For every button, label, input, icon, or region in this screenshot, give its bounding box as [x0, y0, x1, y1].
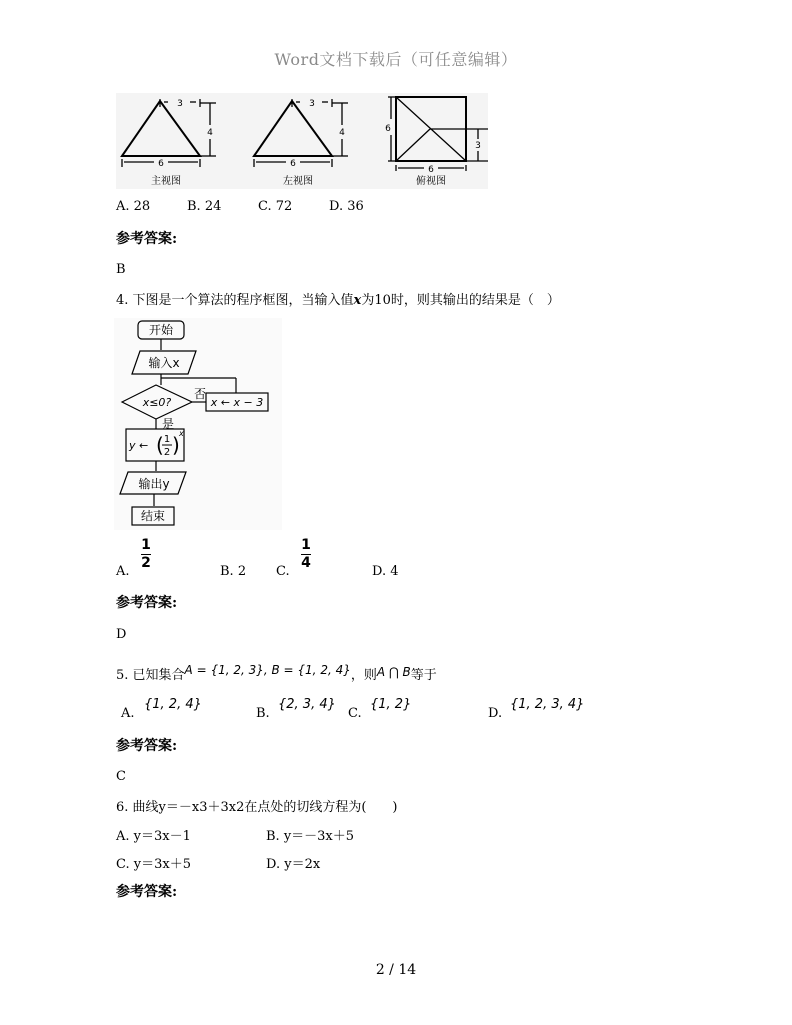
- q5-option-c-label: C.: [348, 706, 362, 721]
- q4-text-pre: 4. 下图是一个算法的程序框图，当输入值: [116, 293, 354, 308]
- q6-option-d: D. y＝2x: [266, 857, 321, 872]
- q6-option-b: B. y＝－3x＋5: [266, 829, 355, 844]
- q4-option-d: D. 4: [372, 564, 399, 579]
- q4-option-a-frac: [141, 538, 151, 571]
- q5-question: [116, 664, 437, 683]
- q5-answer: C: [116, 769, 126, 784]
- flow-start-text: 开始: [148, 323, 174, 337]
- q5-text-post: 等于: [410, 668, 437, 683]
- q5-answer-heading: 参考答案:: [116, 738, 178, 754]
- flow-assign-exp: x: [179, 429, 184, 438]
- front-view-label: 主视图: [151, 176, 181, 187]
- q6-option-c: C. y＝3x＋5: [116, 857, 191, 872]
- q4-option-a-den: 2: [141, 555, 151, 571]
- q4-var: x: [353, 293, 362, 308]
- q5-text-pre: 5. 已知集合: [116, 668, 185, 683]
- flow-yes-text: 是: [162, 417, 175, 431]
- page-header: Word文档下载后（可任意编辑）: [274, 50, 518, 69]
- q3-option-a: A. 28: [116, 199, 151, 214]
- q3-answer-heading: 参考答案:: [116, 231, 178, 247]
- three-view-figure: [116, 93, 488, 189]
- q5-option-a-value: {1, 2, 4}: [144, 697, 202, 712]
- q3-option-d: D. 36: [329, 199, 364, 214]
- q3-answer: B: [116, 262, 126, 277]
- flow-assign-lhs: y ←: [129, 439, 149, 452]
- left-view-top-label: 3: [309, 99, 315, 109]
- q6-question: 6. 曲线y＝－x3＋3x2在点处的切线方程为( ): [116, 800, 398, 815]
- front-view-side-label: 4: [207, 128, 213, 138]
- q5-intersect: A ⋂ B: [376, 665, 411, 679]
- top-view-label: 俯视图: [416, 176, 446, 187]
- front-view-base-label: 6: [158, 159, 164, 169]
- left-view-side-label: 4: [339, 128, 345, 138]
- left-view-base-label: 6: [290, 159, 296, 169]
- q5-sets: A = {1, 2, 3}, B = {1, 2, 4}: [184, 663, 351, 677]
- q5-option-a-label: A.: [121, 706, 135, 721]
- page-number: 2 / 14: [375, 962, 417, 978]
- q5-option-d-label: D.: [488, 706, 503, 721]
- q4-answer-heading: 参考答案:: [116, 595, 178, 611]
- q4-option-b: B. 2: [220, 564, 247, 579]
- left-view-label: 左视图: [283, 176, 313, 187]
- flow-output-text: 输出y: [138, 477, 170, 491]
- q4-text-post: 为10时，则其输出的结果是（ ）: [361, 293, 560, 308]
- q5-option-d-value: {1, 2, 3, 4}: [510, 697, 585, 712]
- q4-option-c-frac: [301, 538, 311, 571]
- q5-option-c-value: {1, 2}: [370, 697, 412, 712]
- flow-input-text: 输入x: [148, 356, 180, 370]
- flow-update-text: x ← x − 3: [210, 396, 264, 409]
- q3-option-c: C. 72: [258, 199, 293, 214]
- top-view-right-label: 3: [475, 141, 481, 151]
- flowchart: [114, 318, 282, 530]
- q4-option-a-num: 1: [141, 537, 151, 553]
- q5-option-b-value: {2, 3, 4}: [278, 697, 336, 712]
- flow-assign-den: 2: [163, 447, 171, 458]
- q4-option-c-den: 4: [301, 555, 311, 571]
- q5-text-mid: ，则: [350, 668, 377, 683]
- flow-assign-num: 1: [163, 434, 171, 445]
- svg-text:(: (: [156, 433, 164, 457]
- front-view-top-label: 3: [177, 99, 183, 109]
- q5-option-b-label: B.: [256, 706, 270, 721]
- q4-option-c-label: C.: [276, 564, 290, 579]
- svg-text:): ): [172, 433, 180, 457]
- flow-cond-text: x≤0?: [142, 396, 172, 409]
- q4-option-c-num: 1: [301, 537, 311, 553]
- q6-option-a: A. y＝3x－1: [116, 829, 191, 844]
- q3-option-b: B. 24: [187, 199, 222, 214]
- q4-question: [116, 289, 560, 308]
- flow-no-text: 否: [194, 387, 207, 401]
- top-view-base-label: 6: [428, 165, 434, 175]
- top-view-side-label: 6: [385, 124, 391, 134]
- flow-end-text: 结束: [140, 509, 166, 523]
- q4-option-a-label: A.: [116, 564, 130, 579]
- q6-answer-heading: 参考答案:: [116, 884, 178, 900]
- q4-answer: D: [116, 627, 127, 642]
